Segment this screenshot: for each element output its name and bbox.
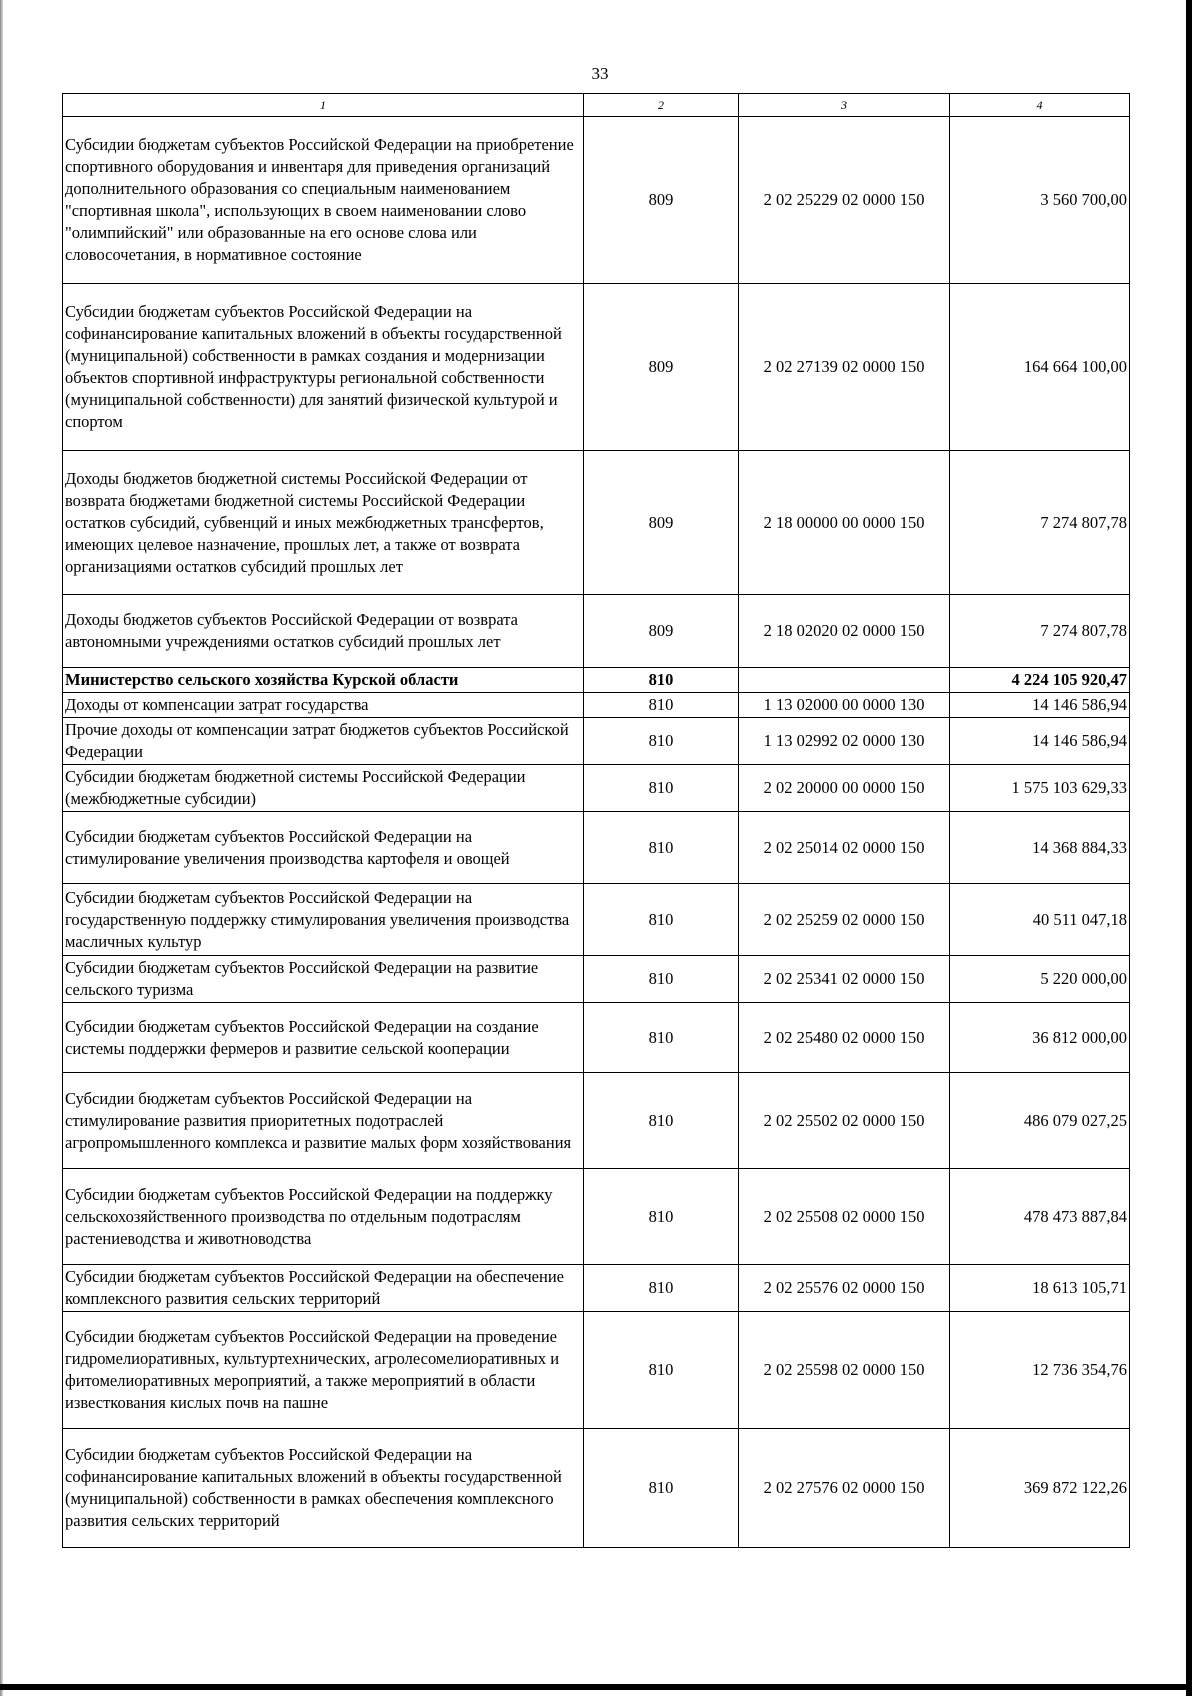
row-admin-code: 810 [584,956,739,1003]
budget-table [62,93,1130,1548]
row-description: Министерство сельского хозяйства Курской области [63,668,584,693]
row-amount: 7 274 807,78 [950,595,1130,668]
table-header-row [63,94,1130,117]
row-classification-code: 2 02 25598 02 0000 150 [739,1312,950,1429]
row-classification-code: 2 02 25576 02 0000 150 [739,1265,950,1312]
table-row [63,693,1130,718]
row-admin-code: 810 [584,693,739,718]
table-row [63,718,1130,765]
row-amount: 7 274 807,78 [950,451,1130,595]
row-amount: 40 511 047,18 [950,884,1130,956]
table-row [63,595,1130,668]
row-description: Субсидии бюджетам субъектов Российской Федерации на софинансирование капитальных вложений в объекты государственной (муниципальной) собственности в рамках обеспечения комплексного развития сельских территорий [63,1429,584,1548]
row-description: Субсидии бюджетам субъектов Российской Федерации на развитие сельского туризма [63,956,584,1003]
row-description: Прочие доходы от компенсации затрат бюджетов субъектов Российской Федерации [63,718,584,765]
row-description: Доходы бюджетов субъектов Российской Федерации от возврата автономными учреждениями остатков субсидий прошлых лет [63,595,584,668]
row-amount: 5 220 000,00 [950,956,1130,1003]
row-admin-code: 810 [584,1169,739,1265]
row-admin-code: 809 [584,117,739,284]
table-row [63,765,1130,812]
column-header-amount: 4 [950,94,1130,117]
row-description: Субсидии бюджетам бюджетной системы Российской Федерации (межбюджетные субсидии) [63,765,584,812]
table-body [63,117,1130,1548]
row-classification-code: 2 02 27576 02 0000 150 [739,1429,950,1548]
row-classification-code: 2 02 25508 02 0000 150 [739,1169,950,1265]
row-classification-code: 2 02 25502 02 0000 150 [739,1073,950,1169]
row-classification-code: 1 13 02992 02 0000 130 [739,718,950,765]
row-classification-code: 2 02 20000 00 0000 150 [739,765,950,812]
row-amount: 36 812 000,00 [950,1003,1130,1073]
row-admin-code: 810 [584,1265,739,1312]
row-amount: 478 473 887,84 [950,1169,1130,1265]
row-admin-code: 810 [584,718,739,765]
row-admin-code: 809 [584,595,739,668]
row-description: Субсидии бюджетам субъектов Российской Федерации на государственную поддержку стимулирования увеличения производства масличных культур [63,884,584,956]
row-classification-code: 2 02 25480 02 0000 150 [739,1003,950,1073]
row-admin-code: 810 [584,1429,739,1548]
table-row [63,812,1130,884]
row-description: Доходы от компенсации затрат государства [63,693,584,718]
row-amount: 12 736 354,76 [950,1312,1130,1429]
row-classification-code: 1 13 02000 00 0000 130 [739,693,950,718]
row-admin-code: 810 [584,884,739,956]
table-row [63,451,1130,595]
row-classification-code: 2 02 25229 02 0000 150 [739,117,950,284]
row-admin-code: 809 [584,284,739,451]
row-classification-code: 2 18 00000 00 0000 150 [739,451,950,595]
table-row [63,1265,1130,1312]
row-classification-code: 2 02 25341 02 0000 150 [739,956,950,1003]
table-row [63,668,1130,693]
scan-edge-bottom [0,1684,1192,1690]
table-row [63,1169,1130,1265]
column-header-description: 1 [63,94,584,117]
table-row [63,1429,1130,1548]
page-number: 33 [591,64,609,83]
row-amount: 14 146 586,94 [950,718,1130,765]
row-admin-code: 810 [584,1003,739,1073]
row-amount: 1 575 103 629,33 [950,765,1130,812]
row-amount: 3 560 700,00 [950,117,1130,284]
row-amount: 486 079 027,25 [950,1073,1130,1169]
row-description: Субсидии бюджетам субъектов Российской Федерации на обеспечение комплексного развития сельских территорий [63,1265,584,1312]
row-classification-code: 2 18 02020 02 0000 150 [739,595,950,668]
column-header-classification: 3 [739,94,950,117]
row-amount: 369 872 122,26 [950,1429,1130,1548]
row-amount: 164 664 100,00 [950,284,1130,451]
row-admin-code: 810 [584,1073,739,1169]
row-amount: 14 146 586,94 [950,693,1130,718]
table-row [63,1312,1130,1429]
table-row [63,1003,1130,1073]
table-row [63,1073,1130,1169]
table-row [63,884,1130,956]
row-classification-code: 2 02 27139 02 0000 150 [739,284,950,451]
scan-edge-right [1186,0,1192,1696]
row-amount: 18 613 105,71 [950,1265,1130,1312]
row-description: Субсидии бюджетам субъектов Российской Федерации на стимулирование развития приоритетных подотраслей агропромышленного комплекса и развитие малых форм хозяйствования [63,1073,584,1169]
row-classification-code [739,668,950,693]
table-row [63,956,1130,1003]
row-classification-code: 2 02 25259 02 0000 150 [739,884,950,956]
row-classification-code: 2 02 25014 02 0000 150 [739,812,950,884]
row-admin-code: 810 [584,812,739,884]
row-admin-code: 809 [584,451,739,595]
row-admin-code: 810 [584,668,739,693]
row-amount: 4 224 105 920,47 [950,668,1130,693]
row-admin-code: 810 [584,765,739,812]
row-amount: 14 368 884,33 [950,812,1130,884]
row-admin-code: 810 [584,1312,739,1429]
row-description: Субсидии бюджетам субъектов Российской Федерации на приобретение спортивного оборудования и инвентаря для приведения организаций дополнительного образования со специальным наименованием "спортивная школа", использующих в своем наименовании слово "олимпийский" или образованные на его основе слова или словосочетания, в нормативное состояние [63,117,584,284]
row-description: Субсидии бюджетам субъектов Российской Федерации на поддержку сельскохозяйственного производства по отдельным подотраслям растениеводства и животноводства [63,1169,584,1265]
row-description: Субсидии бюджетам субъектов Российской Федерации на проведение гидромелиоративных, культуртехнических, агролесомелиоративных и фитомелиоративных мероприятий, а также мероприятий в области известкования кислых почв на пашне [63,1312,584,1429]
row-description: Субсидии бюджетам субъектов Российской Федерации на стимулирование увеличения производства картофеля и овощей [63,812,584,884]
table-row [63,284,1130,451]
scan-edge-left [0,0,3,1696]
row-description: Доходы бюджетов бюджетной системы Российской Федерации от возврата бюджетами бюджетной системы Российской Федерации остатков субсидий, субвенций и иных межбюджетных трансфертов, имеющих целевое назначение, прошлых лет, а также от возврата организациями остатков субсидий прошлых лет [63,451,584,595]
row-description: Субсидии бюджетам субъектов Российской Федерации на создание системы поддержки фермеров и развитие сельской кооперации [63,1003,584,1073]
table-row [63,117,1130,284]
row-description: Субсидии бюджетам субъектов Российской Федерации на софинансирование капитальных вложений в объекты государственной (муниципальной) собственности в рамках создания и модернизации объектов спортивной инфраструктуры региональной собственности (муниципальной собственности) для занятий физической культурой и спортом [63,284,584,451]
column-header-code: 2 [584,94,739,117]
